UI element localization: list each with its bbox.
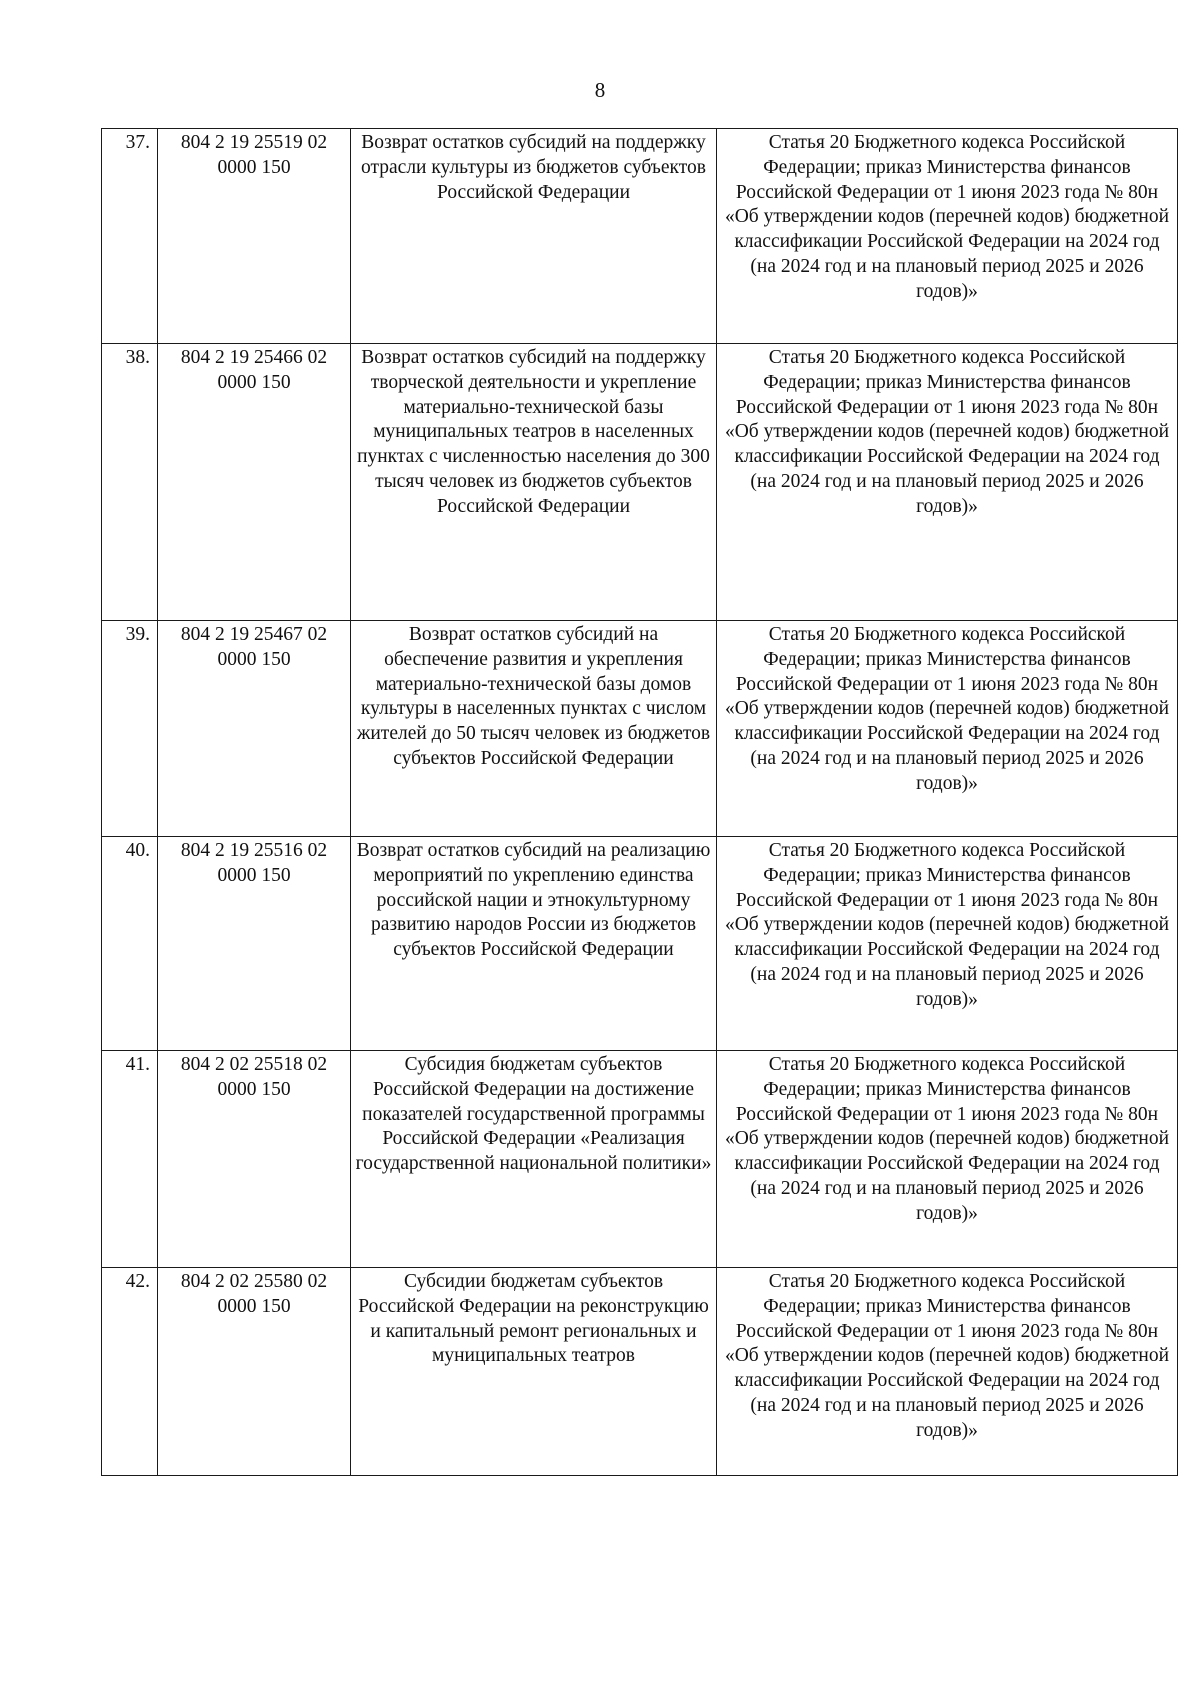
budget-code: 804 2 19 25519 02 0000 150 — [158, 129, 351, 344]
legal-basis: Статья 20 Бюджетного кодекса Российской Федерации; приказ Министерства финансов Российской Федерации от 1 июня 2023 года № 80н «Об утверждении кодов (перечней кодов) бюджетной классификации Российской Федерации на 2024 год (на 2024 год и на плановый период 2025 и 2026 годов)» — [717, 344, 1178, 621]
legal-basis: Статья 20 Бюджетного кодекса Российской Федерации; приказ Министерства финансов Российской Федерации от 1 июня 2023 года № 80н «Об утверждении кодов (перечней кодов) бюджетной классификации Российской Федерации на 2024 год (на 2024 год и на плановый период 2025 и 2026 годов)» — [717, 1051, 1178, 1268]
income-name: Возврат остатков субсидий на обеспечение развития и укрепления материально-технической базы домов культуры в населенных пунктах с числом жителей до 50 тысяч человек из бюджетов субъектов Российской Федерации — [351, 621, 717, 837]
row-number: 41. — [102, 1051, 158, 1268]
income-name: Возврат остатков субсидий на поддержку творческой деятельности и укрепление материально-технической базы муниципальных театров в населенных пунктах с численностью населения до 300 тысяч человек из бюджетов субъектов Российской Федерации — [351, 344, 717, 621]
table-row — [102, 621, 1178, 837]
table-row — [102, 129, 1178, 344]
legal-basis: Статья 20 Бюджетного кодекса Российской Федерации; приказ Министерства финансов Российской Федерации от 1 июня 2023 года № 80н «Об утверждении кодов (перечней кодов) бюджетной классификации Российской Федерации на 2024 год (на 2024 год и на плановый период 2025 и 2026 годов)» — [717, 1268, 1178, 1476]
budget-code: 804 2 02 25518 02 0000 150 — [158, 1051, 351, 1268]
income-name: Возврат остатков субсидий на реализацию мероприятий по укреплению единства российской нации и этнокультурному развитию народов России из бюджетов субъектов Российской Федерации — [351, 837, 717, 1051]
budget-codes-table — [101, 128, 1178, 1476]
row-number: 42. — [102, 1268, 158, 1476]
income-name: Возврат остатков субсидий на поддержку отрасли культуры из бюджетов субъектов Российской Федерации — [351, 129, 717, 344]
row-number: 40. — [102, 837, 158, 1051]
budget-code: 804 2 02 25580 02 0000 150 — [158, 1268, 351, 1476]
table-row — [102, 344, 1178, 621]
table-row — [102, 1268, 1178, 1476]
legal-basis: Статья 20 Бюджетного кодекса Российской Федерации; приказ Министерства финансов Российской Федерации от 1 июня 2023 года № 80н «Об утверждении кодов (перечней кодов) бюджетной классификации Российской Федерации на 2024 год (на 2024 год и на плановый период 2025 и 2026 годов)» — [717, 129, 1178, 344]
row-number: 39. — [102, 621, 158, 837]
table-row — [102, 837, 1178, 1051]
budget-code: 804 2 19 25466 02 0000 150 — [158, 344, 351, 621]
page-number: 8 — [594, 78, 606, 102]
table-row — [102, 1051, 1178, 1268]
budget-code: 804 2 19 25467 02 0000 150 — [158, 621, 351, 837]
income-name: Субсидии бюджетам субъектов Российской Федерации на реконструкцию и капитальный ремонт региональных и муниципальных театров — [351, 1268, 717, 1476]
row-number: 38. — [102, 344, 158, 621]
row-number: 37. — [102, 129, 158, 344]
income-name: Субсидия бюджетам субъектов Российской Федерации на достижение показателей государственной программы Российской Федерации «Реализация государственной национальной политики» — [351, 1051, 717, 1268]
legal-basis: Статья 20 Бюджетного кодекса Российской Федерации; приказ Министерства финансов Российской Федерации от 1 июня 2023 года № 80н «Об утверждении кодов (перечней кодов) бюджетной классификации Российской Федерации на 2024 год (на 2024 год и на плановый период 2025 и 2026 годов)» — [717, 837, 1178, 1051]
legal-basis: Статья 20 Бюджетного кодекса Российской Федерации; приказ Министерства финансов Российской Федерации от 1 июня 2023 года № 80н «Об утверждении кодов (перечней кодов) бюджетной классификации Российской Федерации на 2024 год (на 2024 год и на плановый период 2025 и 2026 годов)» — [717, 621, 1178, 837]
budget-code: 804 2 19 25516 02 0000 150 — [158, 837, 351, 1051]
